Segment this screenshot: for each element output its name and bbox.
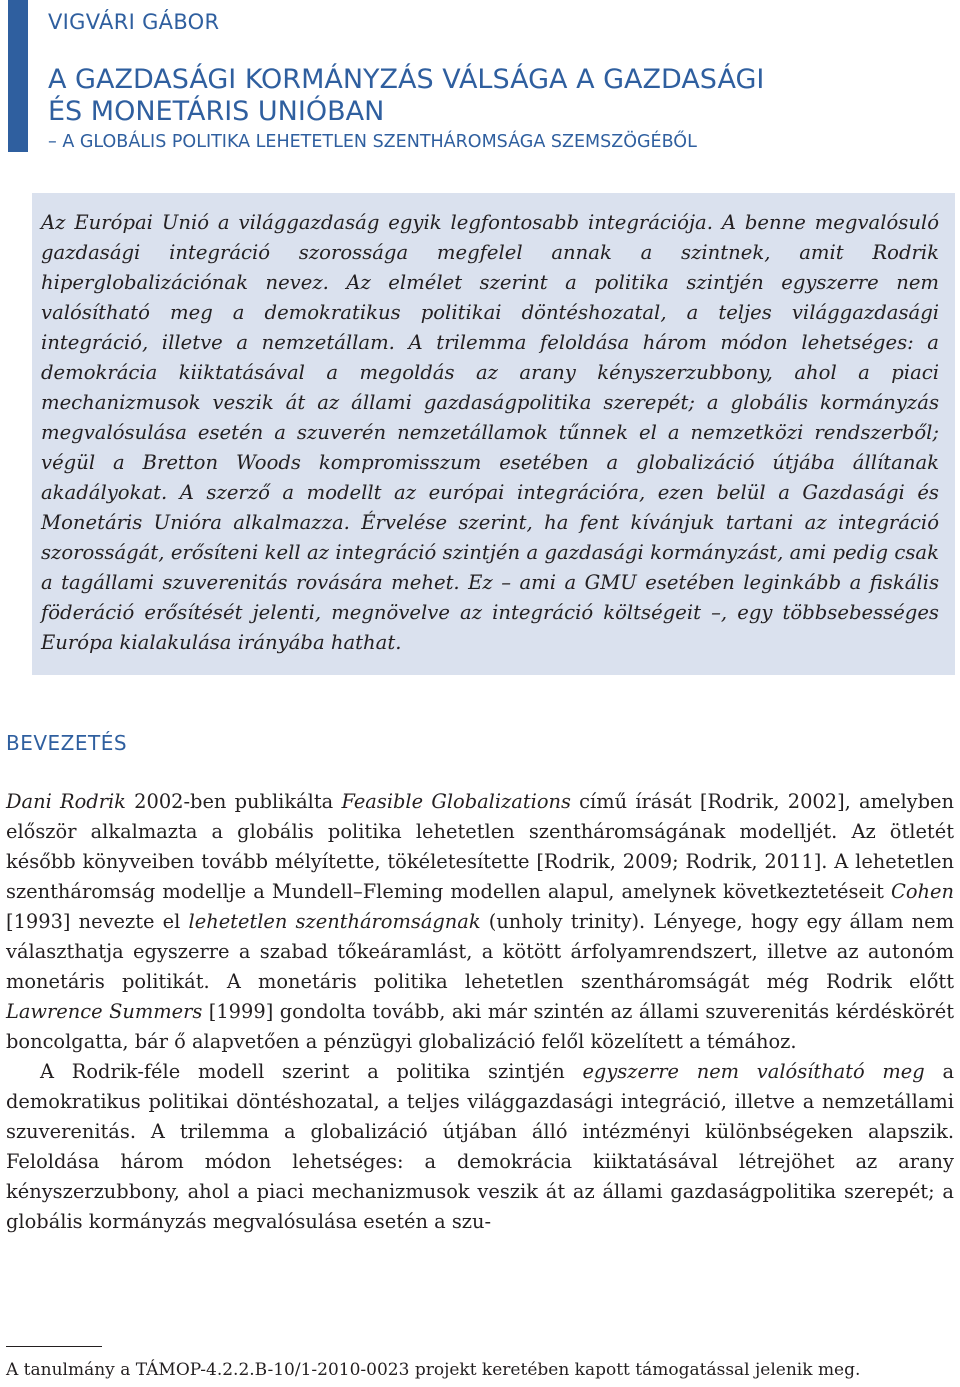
author-ref-rodrik: Dani Rodrik: [6, 790, 126, 813]
article-title: [48, 64, 764, 128]
footnote-divider: [6, 1346, 102, 1347]
title-line-1: A GAZDASÁGI KORMÁNYZÁS VÁLSÁGA A GAZDASÁGI: [48, 64, 765, 95]
article-subtitle: – A GLOBÁLIS POLITIKA LEHETETLEN SZENTHÁROMSÁGA SZEMSZÖGÉBŐL: [48, 132, 697, 152]
paragraph-1: [6, 787, 954, 1057]
author-ref-cohen: Cohen: [891, 880, 954, 903]
footnote: A tanulmány a TÁMOP-4.2.2.B-10/1-2010-0023 projekt keretében kapott támogatással jelenik meg.: [6, 1360, 861, 1380]
term-emphasis: lehetetlen szentháromságnak: [188, 910, 481, 933]
abstract-box: [32, 193, 955, 675]
title-line-2: ÉS MONETÁRIS UNIÓBAN: [48, 96, 385, 127]
text-run: [1999] gondolta tovább, aki már szintén az állami szuverenitás kérdéskörét boncolgatta, bár ő alapvetően a pénzügyi globalizáció felől közelített a témához.: [6, 1000, 954, 1053]
body-text: [6, 787, 954, 1237]
text-run: A Rodrik-féle modell szerint a politika szintjén: [40, 1060, 583, 1083]
author-name: VIGVÁRI GÁBOR: [48, 10, 220, 34]
section-heading: BEVEZETÉS: [6, 731, 128, 755]
text-run: című írását [Rodrik, 2002], amelyben először alkalmazta a globális politika lehetetlen szentháromságának modelljét. Az ötletét később könyveiben tovább mélyítette, tökéletesítette [Rodrik, 2009; Rodrik, 2011]. A lehetetlen szentháromság modellje a Mundell–Fleming modellen alapul, amelynek következtetéseit: [6, 790, 954, 903]
text-run: 2002-ben publikálta: [125, 790, 342, 813]
abstract-text: Az Európai Unió a világgazdaság egyik legfontosabb integrációja. A benne megvalósuló gazdasági integráció szorossága megfelel annak a szintnek, amit Rodrik hiperglobalizációnak nevez. Az elmélet szerint a politika szintjén egyszerre nem valósítható meg a demokratikus politikai döntéshozatal, a teljes világgazdasági integráció, illetve a nemzetállam. A trilemma feloldása három módon lehetséges: a demokrácia kiiktatásával a megoldás az arany kényszerzubbony, ahol a piaci mechanizmusok veszik át az állami gazdaságpolitika szerepét; a globális kormányzás megvalósulása esetén a szuverén nemzetállamok tűnnek el a nemzetközi rendszerből; végül a Bretton Woods kompromisszum esetében a globalizáció útjába állítanak akadályokat. A szerző a modellt az európai integrációra, ezen belül a Gazdasági és Monetáris Unióra alkalmazza. Érvelése szerint, ha fent kívánjuk tartani az integráció szorosságát, erősíteni kell az integráció szintjén a gazdasági kormányzást, ami pedig csak a tagállami szuverenitás rovására mehet. Ez – ami a GMU esetében leginkább a fiskális föderáció erősítését jelenti, megnövelve az integráció költségeit –, egy többsebességes Európa kialakulása irányába hathat.: [41, 211, 939, 654]
text-run: [1993] nevezte el: [6, 910, 189, 933]
paragraph-2: [6, 1057, 954, 1237]
text-run: a demokratikus politikai döntéshozatal, a teljes világgazdasági integráció, illetve a nemzetállami szuverenitás. A trilemma a globalizáció útjában álló intézményi különbségeken alapszik. Feloldása három módon lehetséges: a demokrácia kiiktatásával létrejöhet az arany kényszerzubbony, ahol a piaci mechanizmusok veszik át az állami gazdaságpolitika szerepét; a globális kormányzás megvalósulása esetén a szu-: [6, 1060, 954, 1233]
accent-sidebar-bar: [8, 0, 28, 152]
text-run: (unholy trinity). Lényege, hogy egy állam nem választhatja egyszerre a szabad tőkeáramlást, a kötött árfolyamrendszert, illetve az autonóm monetáris politikát. A monetáris politika lehetetlen szentháromságát még Rodrik előtt: [6, 910, 954, 993]
emphasis: egyszerre nem valósítható meg: [582, 1060, 925, 1083]
author-ref-summers: Lawrence Summers: [6, 1000, 203, 1023]
work-title: Feasible Globalizations: [341, 790, 571, 813]
